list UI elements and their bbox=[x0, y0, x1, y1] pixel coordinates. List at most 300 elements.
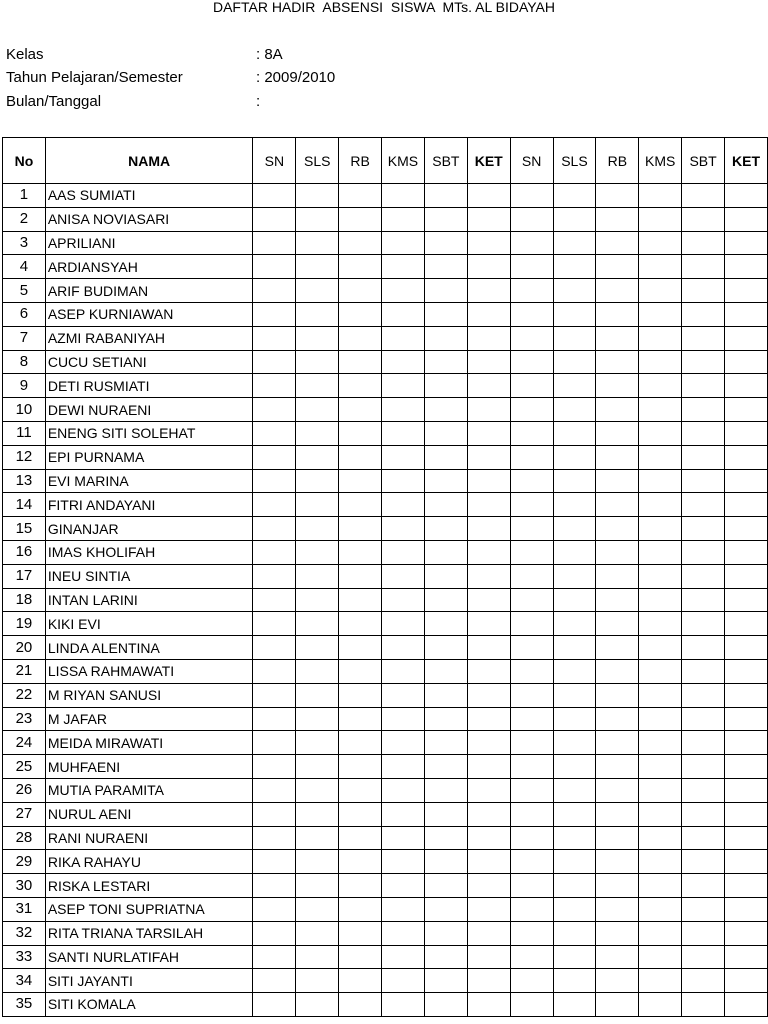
attendance-cell bbox=[467, 207, 510, 231]
attendance-cell bbox=[467, 469, 510, 493]
student-name: ARIF BUDIMAN bbox=[45, 279, 253, 303]
table-row bbox=[3, 445, 768, 469]
student-name: AAS SUMIATI bbox=[45, 184, 253, 208]
attendance-cell bbox=[553, 707, 596, 731]
attendance-cell bbox=[639, 993, 682, 1017]
attendance-cell bbox=[510, 588, 553, 612]
attendance-cell bbox=[253, 279, 296, 303]
attendance-cell bbox=[639, 636, 682, 660]
student-name: FITRI ANDAYANI bbox=[45, 493, 253, 517]
table-row bbox=[3, 850, 768, 874]
attendance-cell bbox=[510, 421, 553, 445]
attendance-cell bbox=[382, 969, 425, 993]
attendance-cell bbox=[596, 255, 639, 279]
row-number: 27 bbox=[3, 802, 46, 826]
attendance-cell bbox=[296, 659, 339, 683]
attendance-cell bbox=[553, 374, 596, 398]
student-name: CUCU SETIANI bbox=[45, 350, 253, 374]
attendance-cell bbox=[382, 469, 425, 493]
table-row bbox=[3, 184, 768, 208]
attendance-cell bbox=[639, 231, 682, 255]
attendance-cell bbox=[510, 755, 553, 779]
attendance-cell bbox=[725, 326, 768, 350]
attendance-cell bbox=[510, 445, 553, 469]
attendance-cell bbox=[596, 350, 639, 374]
attendance-cell bbox=[596, 755, 639, 779]
attendance-cell bbox=[339, 564, 382, 588]
attendance-cell bbox=[639, 326, 682, 350]
attendance-cell bbox=[725, 493, 768, 517]
attendance-cell bbox=[510, 374, 553, 398]
attendance-cell bbox=[682, 945, 725, 969]
attendance-cell bbox=[510, 802, 553, 826]
attendance-cell bbox=[682, 374, 725, 398]
attendance-cell bbox=[382, 731, 425, 755]
attendance-cell bbox=[725, 826, 768, 850]
attendance-cell bbox=[510, 469, 553, 493]
attendance-cell bbox=[553, 731, 596, 755]
attendance-cell bbox=[382, 279, 425, 303]
info-label: Bulan/Tanggal bbox=[6, 93, 102, 110]
attendance-cell bbox=[725, 231, 768, 255]
attendance-cell bbox=[339, 707, 382, 731]
row-number: 9 bbox=[3, 374, 46, 398]
attendance-cell bbox=[253, 517, 296, 541]
attendance-cell bbox=[296, 564, 339, 588]
attendance-cell bbox=[424, 731, 467, 755]
row-number: 29 bbox=[3, 850, 46, 874]
attendance-cell bbox=[253, 755, 296, 779]
attendance-cell bbox=[725, 969, 768, 993]
attendance-cell bbox=[553, 326, 596, 350]
student-name: DEWI NURAENI bbox=[45, 398, 253, 422]
attendance-cell bbox=[253, 636, 296, 660]
attendance-cell bbox=[296, 969, 339, 993]
row-number: 12 bbox=[3, 445, 46, 469]
attendance-cell bbox=[296, 778, 339, 802]
attendance-cell bbox=[596, 184, 639, 208]
row-number: 10 bbox=[3, 398, 46, 422]
attendance-cell bbox=[725, 588, 768, 612]
row-number: 5 bbox=[3, 279, 46, 303]
attendance-cell bbox=[296, 184, 339, 208]
attendance-cell bbox=[339, 255, 382, 279]
attendance-cell bbox=[382, 374, 425, 398]
attendance-cell bbox=[639, 184, 682, 208]
attendance-cell bbox=[467, 755, 510, 779]
attendance-cell bbox=[467, 255, 510, 279]
row-number: 15 bbox=[3, 517, 46, 541]
attendance-cell bbox=[682, 326, 725, 350]
attendance-cell bbox=[553, 231, 596, 255]
attendance-cell bbox=[682, 398, 725, 422]
table-row bbox=[3, 374, 768, 398]
student-name: KIKI EVI bbox=[45, 612, 253, 636]
attendance-cell bbox=[382, 255, 425, 279]
attendance-cell bbox=[253, 374, 296, 398]
attendance-cell bbox=[553, 207, 596, 231]
attendance-cell bbox=[553, 564, 596, 588]
attendance-cell bbox=[296, 421, 339, 445]
attendance-cell bbox=[382, 683, 425, 707]
attendance-cell bbox=[639, 540, 682, 564]
row-number: 19 bbox=[3, 612, 46, 636]
attendance-cell bbox=[639, 850, 682, 874]
attendance-cell bbox=[510, 540, 553, 564]
attendance-cell bbox=[639, 374, 682, 398]
attendance-cell bbox=[725, 184, 768, 208]
attendance-cell bbox=[296, 445, 339, 469]
table-row bbox=[3, 683, 768, 707]
info-label: Kelas bbox=[6, 46, 44, 63]
attendance-cell bbox=[510, 636, 553, 660]
attendance-cell bbox=[467, 969, 510, 993]
attendance-cell bbox=[596, 826, 639, 850]
table-row bbox=[3, 540, 768, 564]
info-value: : bbox=[256, 93, 261, 110]
attendance-cell bbox=[510, 778, 553, 802]
student-name: RANI NURAENI bbox=[45, 826, 253, 850]
student-name: RITA TRIANA TARSILAH bbox=[45, 921, 253, 945]
attendance-cell bbox=[510, 969, 553, 993]
attendance-cell bbox=[253, 826, 296, 850]
table-row bbox=[3, 778, 768, 802]
attendance-cell bbox=[296, 302, 339, 326]
attendance-cell bbox=[339, 826, 382, 850]
header-day: SBT bbox=[682, 138, 725, 184]
attendance-table bbox=[2, 137, 768, 1017]
student-name: M RIYAN SANUSI bbox=[45, 683, 253, 707]
attendance-cell bbox=[510, 493, 553, 517]
table-row bbox=[3, 350, 768, 374]
header-day: KMS bbox=[382, 138, 425, 184]
attendance-cell bbox=[682, 588, 725, 612]
attendance-cell bbox=[596, 445, 639, 469]
attendance-cell bbox=[253, 421, 296, 445]
attendance-cell bbox=[424, 564, 467, 588]
attendance-cell bbox=[725, 469, 768, 493]
student-name: GINANJAR bbox=[45, 517, 253, 541]
info-value: : 2009/2010 bbox=[256, 69, 336, 86]
attendance-cell bbox=[253, 659, 296, 683]
attendance-cell bbox=[424, 207, 467, 231]
table-row bbox=[3, 826, 768, 850]
attendance-cell bbox=[382, 897, 425, 921]
attendance-cell bbox=[725, 564, 768, 588]
student-name: AZMI RABANIYAH bbox=[45, 326, 253, 350]
attendance-cell bbox=[510, 874, 553, 898]
attendance-cell bbox=[253, 445, 296, 469]
attendance-cell bbox=[596, 517, 639, 541]
attendance-cell bbox=[467, 993, 510, 1017]
attendance-cell bbox=[296, 945, 339, 969]
attendance-cell bbox=[339, 445, 382, 469]
attendance-cell bbox=[253, 850, 296, 874]
attendance-cell bbox=[510, 731, 553, 755]
attendance-cell bbox=[339, 659, 382, 683]
attendance-cell bbox=[424, 659, 467, 683]
student-name: APRILIANI bbox=[45, 231, 253, 255]
document-title: DAFTAR HADIR ABSENSI SISWA MTs. AL BIDAYAH bbox=[212, 0, 556, 15]
attendance-cell bbox=[553, 540, 596, 564]
attendance-cell bbox=[682, 683, 725, 707]
row-number: 18 bbox=[3, 588, 46, 612]
row-number: 33 bbox=[3, 945, 46, 969]
attendance-cell bbox=[725, 945, 768, 969]
attendance-cell bbox=[467, 398, 510, 422]
table-row bbox=[3, 874, 768, 898]
attendance-cell bbox=[725, 421, 768, 445]
attendance-cell bbox=[467, 945, 510, 969]
attendance-cell bbox=[296, 279, 339, 303]
attendance-cell bbox=[596, 469, 639, 493]
student-name: RIKA RAHAYU bbox=[45, 850, 253, 874]
row-number: 26 bbox=[3, 778, 46, 802]
attendance-cell bbox=[553, 445, 596, 469]
attendance-cell bbox=[639, 350, 682, 374]
attendance-cell bbox=[510, 564, 553, 588]
attendance-cell bbox=[510, 302, 553, 326]
attendance-cell bbox=[553, 755, 596, 779]
attendance-cell bbox=[467, 612, 510, 636]
attendance-cell bbox=[339, 945, 382, 969]
attendance-cell bbox=[639, 874, 682, 898]
attendance-cell bbox=[596, 279, 639, 303]
attendance-cell bbox=[382, 588, 425, 612]
attendance-cell bbox=[253, 184, 296, 208]
student-name: ASEP KURNIAWAN bbox=[45, 302, 253, 326]
attendance-cell bbox=[639, 802, 682, 826]
attendance-cell bbox=[424, 969, 467, 993]
attendance-cell bbox=[424, 802, 467, 826]
attendance-cell bbox=[682, 659, 725, 683]
attendance-cell bbox=[424, 612, 467, 636]
attendance-cell bbox=[510, 517, 553, 541]
attendance-cell bbox=[682, 897, 725, 921]
attendance-cell bbox=[596, 731, 639, 755]
attendance-cell bbox=[596, 421, 639, 445]
table-body bbox=[3, 184, 768, 1017]
row-number: 11 bbox=[3, 421, 46, 445]
attendance-cell bbox=[553, 469, 596, 493]
attendance-cell bbox=[253, 874, 296, 898]
attendance-cell bbox=[296, 207, 339, 231]
attendance-cell bbox=[253, 588, 296, 612]
attendance-cell bbox=[596, 707, 639, 731]
attendance-cell bbox=[339, 279, 382, 303]
attendance-cell bbox=[639, 659, 682, 683]
attendance-cell bbox=[253, 302, 296, 326]
attendance-cell bbox=[424, 850, 467, 874]
table-row bbox=[3, 564, 768, 588]
attendance-cell bbox=[382, 540, 425, 564]
table-row bbox=[3, 945, 768, 969]
attendance-cell bbox=[682, 850, 725, 874]
attendance-cell bbox=[725, 993, 768, 1017]
attendance-cell bbox=[339, 755, 382, 779]
attendance-cell bbox=[510, 207, 553, 231]
attendance-cell bbox=[467, 921, 510, 945]
attendance-cell bbox=[424, 350, 467, 374]
attendance-cell bbox=[725, 207, 768, 231]
attendance-cell bbox=[639, 826, 682, 850]
attendance-cell bbox=[725, 517, 768, 541]
attendance-cell bbox=[553, 421, 596, 445]
attendance-cell bbox=[682, 445, 725, 469]
attendance-cell bbox=[253, 493, 296, 517]
attendance-cell bbox=[424, 993, 467, 1017]
attendance-cell bbox=[339, 612, 382, 636]
student-name: ARDIANSYAH bbox=[45, 255, 253, 279]
attendance-cell bbox=[296, 874, 339, 898]
table-row bbox=[3, 993, 768, 1017]
attendance-cell bbox=[253, 969, 296, 993]
header-day: SN bbox=[510, 138, 553, 184]
attendance-cell bbox=[596, 921, 639, 945]
attendance-cell bbox=[553, 921, 596, 945]
attendance-cell bbox=[424, 469, 467, 493]
attendance-cell bbox=[296, 517, 339, 541]
header-day: KMS bbox=[639, 138, 682, 184]
row-number: 3 bbox=[3, 231, 46, 255]
attendance-cell bbox=[339, 184, 382, 208]
row-number: 24 bbox=[3, 731, 46, 755]
row-number: 4 bbox=[3, 255, 46, 279]
attendance-cell bbox=[510, 707, 553, 731]
header-day: SN bbox=[253, 138, 296, 184]
attendance-cell bbox=[510, 897, 553, 921]
attendance-cell bbox=[639, 778, 682, 802]
attendance-cell bbox=[467, 802, 510, 826]
attendance-cell bbox=[467, 540, 510, 564]
header-ket: KET bbox=[467, 138, 510, 184]
attendance-cell bbox=[596, 398, 639, 422]
attendance-cell bbox=[596, 540, 639, 564]
table-row bbox=[3, 326, 768, 350]
attendance-cell bbox=[424, 683, 467, 707]
attendance-cell bbox=[725, 897, 768, 921]
attendance-cell bbox=[253, 683, 296, 707]
attendance-cell bbox=[339, 207, 382, 231]
attendance-cell bbox=[682, 636, 725, 660]
attendance-cell bbox=[339, 897, 382, 921]
attendance-cell bbox=[296, 350, 339, 374]
table-row bbox=[3, 969, 768, 993]
attendance-cell bbox=[639, 279, 682, 303]
attendance-cell bbox=[339, 469, 382, 493]
attendance-cell bbox=[253, 326, 296, 350]
attendance-cell bbox=[682, 184, 725, 208]
attendance-cell bbox=[424, 374, 467, 398]
attendance-cell bbox=[339, 636, 382, 660]
attendance-cell bbox=[725, 636, 768, 660]
attendance-cell bbox=[639, 945, 682, 969]
attendance-cell bbox=[339, 398, 382, 422]
student-name: M JAFAR bbox=[45, 707, 253, 731]
attendance-cell bbox=[596, 802, 639, 826]
attendance-cell bbox=[467, 302, 510, 326]
attendance-cell bbox=[382, 826, 425, 850]
attendance-cell bbox=[382, 184, 425, 208]
student-name: ANISA NOVIASARI bbox=[45, 207, 253, 231]
row-number: 8 bbox=[3, 350, 46, 374]
attendance-cell bbox=[253, 897, 296, 921]
attendance-cell bbox=[424, 184, 467, 208]
attendance-cell bbox=[596, 874, 639, 898]
attendance-cell bbox=[725, 255, 768, 279]
attendance-cell bbox=[510, 850, 553, 874]
student-name: RISKA LESTARI bbox=[45, 874, 253, 898]
attendance-cell bbox=[296, 993, 339, 1017]
attendance-cell bbox=[424, 874, 467, 898]
table-row bbox=[3, 302, 768, 326]
attendance-cell bbox=[382, 778, 425, 802]
attendance-cell bbox=[296, 374, 339, 398]
attendance-cell bbox=[296, 636, 339, 660]
attendance-cell bbox=[296, 683, 339, 707]
attendance-cell bbox=[510, 350, 553, 374]
attendance-cell bbox=[424, 540, 467, 564]
attendance-cell bbox=[467, 826, 510, 850]
attendance-cell bbox=[510, 659, 553, 683]
attendance-cell bbox=[553, 255, 596, 279]
row-number: 32 bbox=[3, 921, 46, 945]
attendance-cell bbox=[382, 517, 425, 541]
attendance-cell bbox=[296, 588, 339, 612]
attendance-cell bbox=[639, 588, 682, 612]
student-name: MEIDA MIRAWATI bbox=[45, 731, 253, 755]
table-row bbox=[3, 255, 768, 279]
attendance-cell bbox=[467, 588, 510, 612]
attendance-cell bbox=[296, 493, 339, 517]
attendance-cell bbox=[596, 302, 639, 326]
attendance-cell bbox=[467, 659, 510, 683]
attendance-cell bbox=[553, 612, 596, 636]
attendance-cell bbox=[382, 231, 425, 255]
attendance-cell bbox=[553, 874, 596, 898]
row-number: 20 bbox=[3, 636, 46, 660]
attendance-cell bbox=[682, 279, 725, 303]
student-name: EPI PURNAMA bbox=[45, 445, 253, 469]
attendance-cell bbox=[467, 897, 510, 921]
attendance-cell bbox=[725, 659, 768, 683]
student-name: DETI RUSMIATI bbox=[45, 374, 253, 398]
attendance-cell bbox=[424, 755, 467, 779]
student-name: MUHFAENI bbox=[45, 755, 253, 779]
attendance-cell bbox=[339, 302, 382, 326]
attendance-cell bbox=[382, 707, 425, 731]
attendance-cell bbox=[553, 826, 596, 850]
attendance-cell bbox=[639, 707, 682, 731]
attendance-cell bbox=[467, 374, 510, 398]
attendance-cell bbox=[553, 398, 596, 422]
attendance-cell bbox=[296, 731, 339, 755]
attendance-cell bbox=[339, 493, 382, 517]
attendance-cell bbox=[424, 945, 467, 969]
table-row bbox=[3, 731, 768, 755]
attendance-cell bbox=[296, 850, 339, 874]
attendance-cell bbox=[682, 969, 725, 993]
attendance-cell bbox=[339, 540, 382, 564]
attendance-cell bbox=[339, 231, 382, 255]
attendance-cell bbox=[510, 945, 553, 969]
table-row bbox=[3, 588, 768, 612]
attendance-cell bbox=[339, 778, 382, 802]
attendance-cell bbox=[296, 707, 339, 731]
attendance-cell bbox=[339, 350, 382, 374]
table-row bbox=[3, 755, 768, 779]
attendance-cell bbox=[553, 969, 596, 993]
